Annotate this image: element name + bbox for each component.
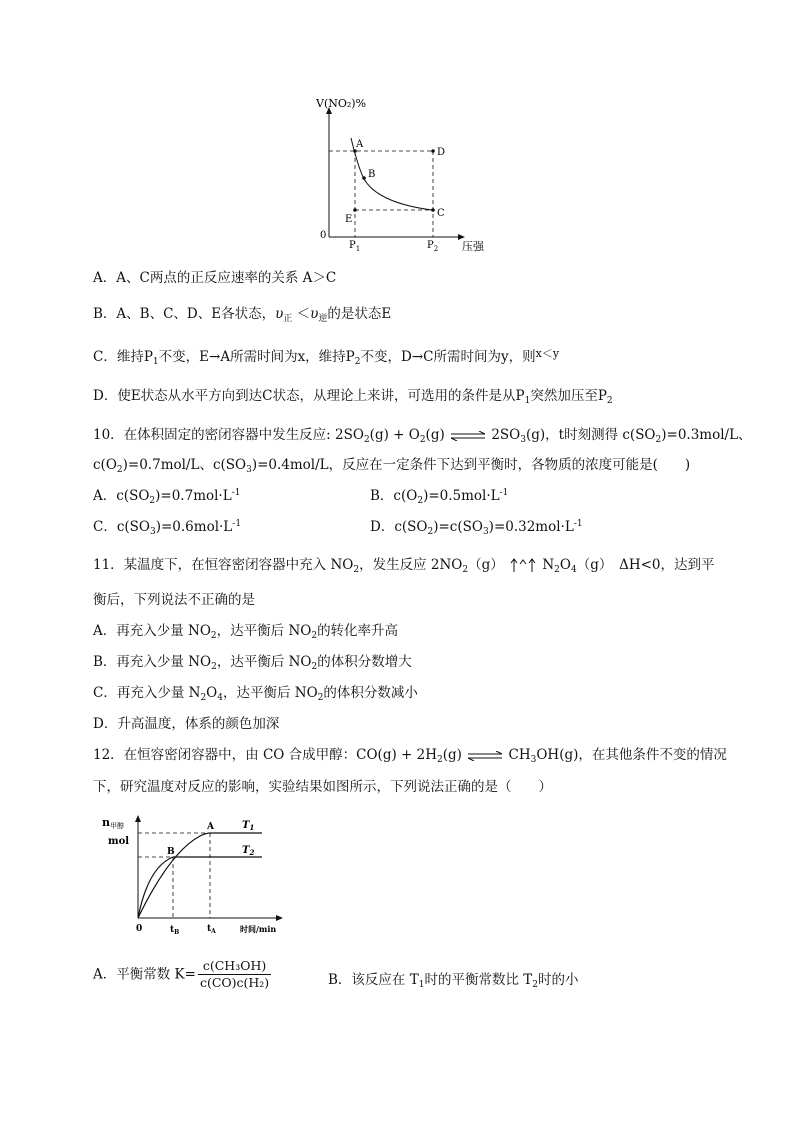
q11-stem-line2: 衡后，下列说法不正确的是	[93, 592, 255, 608]
x-axis-label: 压强	[462, 240, 484, 253]
q12-option-b: B．该反应在 $T_1$时的平衡常数比 $T_2$时的小	[328, 972, 579, 990]
label-a: A	[207, 822, 214, 832]
equilibrium-constant-fraction: $\frac{\text{c(CH₃OH)}}{\text{c(CO)c(H₂)}}$	[199, 958, 270, 990]
q12-option-a: A．平衡常数 K= $\frac{\text{c(CH₃OH)}}{\text{c(CO)c(H₂)}}$	[93, 958, 270, 990]
point-b	[362, 176, 366, 180]
label-e: E	[345, 214, 353, 225]
q11-stem-line1: 11．某温度下，在恒容密闭容器中充入 $NO_2$，发生反应 $2NO_2(g)$ $N_2O_4(g)$ ΔH<0，达到平	[93, 557, 715, 575]
origin-label: 0	[320, 230, 327, 241]
y-axis-unit: mol	[108, 836, 130, 847]
q10-option-a: A．$c(SO_2)=0.7mol\cdot L^{-1}$	[93, 488, 241, 506]
point-c	[431, 208, 435, 212]
q11-option-c: C．再充入少量 $N_2O_4$，达平衡后 $NO_2$的体积分数减小	[93, 685, 418, 703]
q10-option-c: C．$c(SO_3)=0.6mol\cdot L^{-1}$	[93, 519, 242, 537]
q12-stem-line2: 下，研究温度对反应的影响，实验结果如图所示，下列说法正确的是（ ）	[93, 779, 552, 795]
q10-stem-line2: $c(O_2)=0.7mol/L$、$c(SO_3)=0.4mol/L$，反应在一定条件下达到平衡时，各物质的浓度可能是( )	[93, 457, 691, 475]
y-axis-label: V(NO₂)%	[316, 97, 367, 110]
x-axis-label: 时间/min	[240, 924, 277, 934]
q12-stem-line1: 12．在恒容密闭容器中，由 CO 合成甲醇：$CO(g) + 2H_2(g)$ $CH_3OH(g)$，在其他条件不变的情况	[93, 747, 727, 765]
label-b: B	[167, 847, 175, 857]
q9-option-d: D．使E状态从水平方向到达C状态，从理论上来讲，可选用的条件是从$P_1$突然加压至$P_2$	[93, 388, 613, 406]
figure-no2-pressure	[300, 95, 500, 260]
figure-methanol-time	[100, 812, 300, 940]
tick-tb: $t_B$	[170, 925, 180, 936]
label-d: D	[437, 147, 446, 158]
equilibrium-arrow-icon	[466, 751, 504, 761]
label-b: B	[368, 169, 376, 180]
label-a: A	[356, 139, 364, 150]
reversible-arrow-icon	[508, 558, 538, 574]
q11-option-d: D．升高温度，体系的颜色加深	[93, 716, 280, 732]
label-c: C	[437, 208, 445, 219]
equilibrium-arrow-icon	[449, 431, 487, 441]
label-t2: $T_2$	[242, 845, 255, 857]
tick-ta: $t_A$	[207, 924, 216, 935]
q10-stem-line1: 10．在体积固定的密闭容器中发生反应: $2SO_2(g) + O_2(g)$ $2SO_3(g)$，t时刻测得 $c(SO_2)=0.3mol/L$、	[93, 427, 752, 445]
tick-p1: $P_1$	[349, 240, 361, 253]
q10-option-d: D．$c(SO_2)=c(SO_3)=0.32mol\cdot L^{-1}$	[370, 519, 583, 537]
q9-option-c: C．维持$P_1$不变，E→A所需时间为x，维持$P_2$不变，D→C所需时间为y，则$^{x<y}$	[93, 347, 560, 367]
point-d	[431, 149, 435, 153]
q11-option-b: B．再充入少量 $NO_2$，达平衡后 $NO_2$的体积分数增大	[93, 654, 412, 672]
tick-p2: $P_2$	[427, 240, 439, 253]
q11-option-a: A．再充入少量 $NO_2$，达平衡后 $NO_2$的转化率升高	[93, 623, 399, 641]
y-axis-label: n甲醇	[102, 816, 124, 830]
q10-option-b: B．$c(O_2)=0.5mol\cdot L^{-1}$	[370, 488, 509, 506]
point-e	[353, 208, 357, 212]
q9-option-a: A．A、C两点的正反应速率的关系 A＞C	[93, 270, 337, 286]
q9-option-b: B．A、B、C、D、E各状态，$\upsilon_正 <\upsilon_逆$的是状态E	[93, 306, 392, 324]
origin-label: 0	[136, 924, 143, 934]
label-t1: $T_1$	[242, 820, 255, 832]
